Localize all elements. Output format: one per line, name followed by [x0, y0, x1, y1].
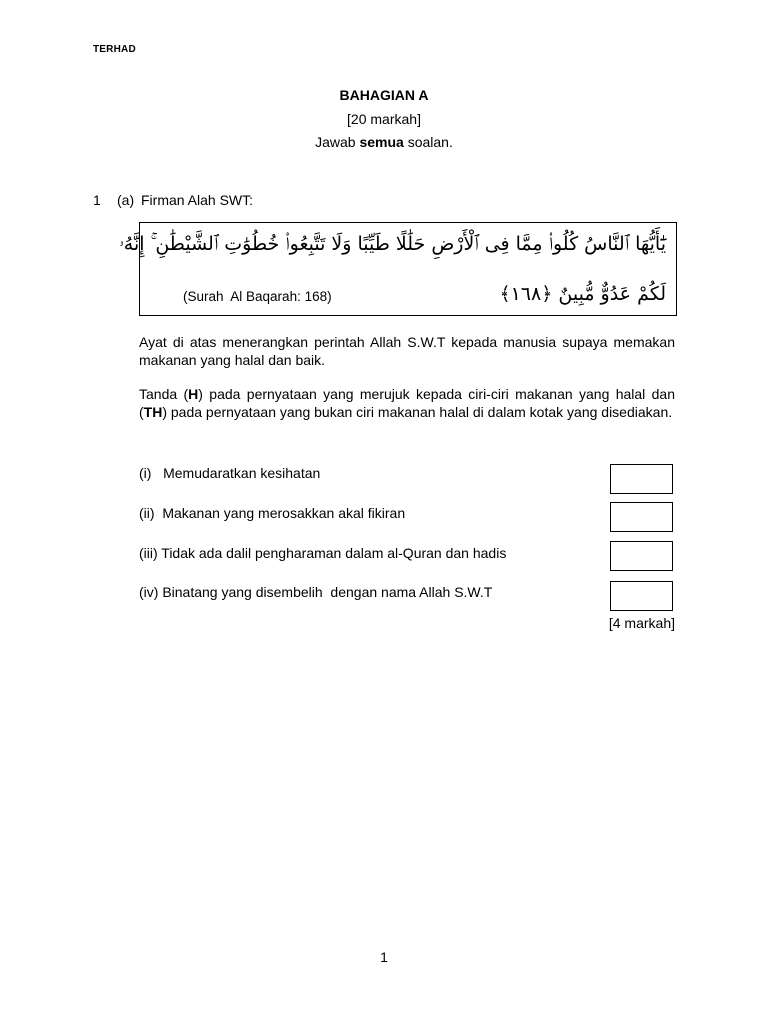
question-number: 1	[93, 192, 101, 208]
page-number: 1	[380, 949, 388, 965]
section-instruction	[0, 134, 768, 150]
explanation-paragraph: Ayat di atas menerangkan perintah Allah S.W.T kepada manusia supaya memakan makanan yang halal dan baik.	[139, 334, 675, 368]
section-title: BAHAGIAN A	[339, 87, 429, 103]
verse-reference: (Surah Al Baqarah: 168)	[183, 289, 332, 304]
statement-item-i: (i) Memudaratkan kesihatan	[139, 465, 321, 481]
question-intro: Firman Alah SWT:	[141, 192, 254, 208]
answer-box-iv[interactable]	[610, 581, 673, 611]
instr-tidak-halal-mark: TH	[143, 404, 163, 420]
instr-text-1: Tanda (	[139, 386, 189, 402]
statement-item-iv: (iv) Binatang yang disembelih dengan nama Allah S.W.T	[139, 584, 493, 600]
instr-halal-mark: H	[188, 386, 199, 402]
instruction-text-end: soalan.	[403, 134, 453, 150]
verse-arabic-line1: يَٰٓأَيُّهَا ٱلنَّاسُ كُلُوا۟ مِمَّا فِى ٱلْأَرْضِ حَلَٰلًا طَيِّبًا وَلَا تَتَّبِعُوا۟ خُطُوَٰتِ ٱلشَّيْطَٰنِ ۚ إِنَّهُۥ	[119, 233, 666, 255]
answer-box-iii[interactable]	[610, 541, 673, 571]
statement-item-iii: (iii) Tidak ada dalil pengharaman dalam al-Quran dan hadis	[139, 545, 507, 561]
statement-item-ii: (ii) Makanan yang merosakkan akal fikiran	[139, 505, 406, 521]
classification-label: TERHAD	[93, 44, 136, 55]
instruction-text: Jawab	[315, 134, 360, 150]
question-part: (a)	[117, 192, 135, 208]
instruction-emphasis: semua	[359, 134, 404, 150]
instruction-paragraph	[139, 385, 675, 421]
question-marks: [4 markah]	[608, 615, 675, 631]
answer-box-i[interactable]	[610, 464, 673, 494]
verse-arabic-line2: لَكُمْ عَدُوٌّ مُّبِينٌ ﴿١٦٨﴾	[499, 283, 666, 305]
instr-text-3: ) pada pernyataan yang bukan ciri makanan halal di dalam kotak yang disediakan.	[162, 404, 673, 420]
section-marks: [20 markah]	[347, 111, 421, 127]
verse-box	[119, 222, 677, 316]
instr-text-2: ) pada pernyataan yang merujuk kepada ciri-ciri makanan yang halal dan (	[139, 386, 675, 420]
answer-box-ii[interactable]	[610, 502, 673, 532]
